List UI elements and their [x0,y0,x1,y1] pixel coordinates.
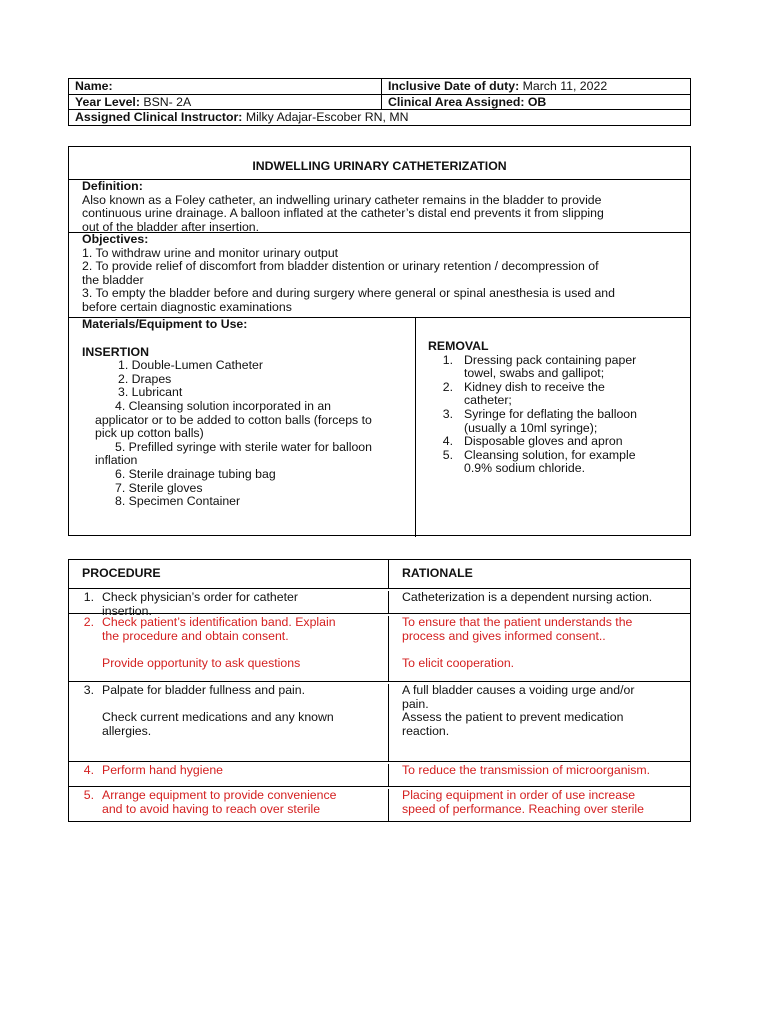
insertion-item: 1. Double-Lumen Catheter [118,358,263,373]
procedure-step-line: and to avoid having to reach over sterile [102,801,321,816]
procedure-row [69,589,690,618]
date-cell [382,79,690,94]
removal-item-line: catheter; [464,393,512,408]
procedure-cell [69,684,389,761]
year-value: BSN- 2A [139,94,192,109]
rationale-cell [389,616,690,681]
procedure-step-line: Check physician’s order for catheter [102,590,298,604]
procedure-step [69,616,388,643]
insertion-item: 3. Lubricant [118,385,183,400]
objective-line: 1. To withdraw urine and monitor urinary output [82,245,339,260]
insertion-item: applicator or to be added to cotton balls (forceps to [95,412,372,427]
objectives-section [69,233,690,318]
insertion-column [69,318,416,537]
procedure-step [69,698,388,712]
procedure-cell [69,789,389,821]
objective-line: 3. To empty the bladder before and during surgery where general or spinal anesthesia is used and [82,286,615,301]
procedure-row [69,614,690,682]
procedure-step-line: Check current medications and any known [102,710,334,725]
procedure-header: PROCEDURE [69,560,389,588]
instructor-label: Assigned Clinical Instructor: [75,110,243,124]
insertion-item: 8. Specimen Container [115,494,241,509]
rationale-line: A full bladder causes a voiding urge and/or [402,683,635,697]
procedure-row [69,787,690,821]
insertion-item: 5. Prefilled syringe with sterile water for balloon [115,439,372,454]
removal-item-number: 4. [442,434,453,449]
procedure-step-number: 3. [83,683,94,697]
procedure-step-line: insertion. [102,603,152,618]
removal-item-text [464,435,690,449]
rationale-cell [389,789,690,821]
procedure-rows [69,589,690,821]
procedure-step [69,684,388,698]
student-info-table [68,78,691,126]
definition-line: out of the bladder after insertion. [82,219,260,234]
procedure-step-number [69,711,102,738]
removal-list [428,354,690,476]
removal-item-line: Cleansing solution, for example [464,447,636,462]
rationale-header: RATIONALE [402,566,473,580]
year-cell [69,95,382,110]
area-label: Clinical Area Assigned: OB [388,94,547,109]
materials-label: Materials/Equipment to Use: [82,317,248,331]
insertion-item: 2. Drapes [118,371,172,386]
procedure-step-text [102,616,388,643]
rationale-line [402,643,690,657]
definition-label: Definition: [82,179,143,193]
procedure-step-number [69,643,102,657]
definition-line: Also known as a Foley catheter, an indwelling urinary catheter remains in the bladder to provide [82,192,602,207]
procedure-step [69,711,388,738]
rationale-line: reaction. [402,723,450,738]
procedure-table [68,559,691,822]
objectives-label: Objectives: [82,232,149,246]
rationale-line: Placing equipment in order of use increase [402,788,636,802]
removal-item-number: 1. [442,352,453,367]
procedure-step-line: Arrange equipment to provide convenience [102,788,337,802]
procedure-cell [69,764,389,786]
procedure-cell [69,616,389,681]
definition-line: continuous urine drainage. A balloon inflated at the catheter’s distal end prevents it from slipping [82,206,604,221]
procedure-step-number: 2. [83,615,94,629]
procedure-step-text [102,684,388,698]
year-label: Year Level: [75,94,140,109]
procedure-step-line: Palpate for bladder fullness and pain. [102,683,306,697]
procedure-step-line [102,698,388,712]
procedure-step-line: allergies. [102,723,152,738]
removal-column [416,318,690,537]
rationale-cell [389,591,690,613]
objective-line: 2. To provide relief of discomfort from bladder distention or urinary retention / decompression of [82,259,599,274]
definition-section [69,179,690,233]
rationale-line: pain. [402,696,429,711]
page-title: INDWELLING URINARY CATHETERIZATION [252,159,507,173]
name-cell [69,79,382,94]
rationale-line: Assess the patient to prevent medication [402,710,624,725]
info-row-name [69,79,690,95]
procedure-step-line: the procedure and obtain consent. [102,628,289,643]
removal-item [428,435,690,449]
rationale-line: process and gives informed consent.. [402,628,606,643]
procedure-step-line [102,643,388,657]
insertion-item: 4. Cleansing solution incorporated in an [115,398,332,413]
procedure-step [69,789,388,816]
removal-item [428,449,690,476]
objective-line: before certain diagnostic examinations [82,299,292,314]
procedure-header-row [69,560,690,589]
rationale-line: To reduce the transmission of microorganism. [402,763,651,777]
insertion-label: INSERTION [82,344,149,359]
rationale-line: speed of performance. Reaching over sterile [402,801,644,816]
procedure-step [69,643,388,657]
instructor-value: Milky Adajar-Escober RN, MN [242,110,409,124]
removal-label: REMOVAL [428,339,489,353]
removal-item-text [464,408,690,435]
insertion-item: 6. Sterile drainage tubing bag [115,466,276,481]
procedure-step-text [102,711,388,738]
procedure-step-text [102,643,388,657]
procedure-step-text [102,764,388,778]
procedure-step-number [69,698,102,712]
procedure-step-number: 1. [83,590,94,604]
insertion-item: pick up cotton balls) [95,426,204,441]
removal-item-line: Disposable gloves and apron [464,434,623,449]
procedure-step [69,657,388,671]
procedure-step-text [102,657,388,671]
removal-item-number: 2. [442,379,453,394]
removal-item-line: towel, swabs and gallipot; [464,366,605,381]
rationale-line: Catheterization is a dependent nursing action. [402,590,653,604]
rationale-cell [389,764,690,786]
removal-item-line: 0.9% sodium chloride. [464,461,585,476]
removal-item-text [464,381,690,408]
procedure-step-number [69,657,102,671]
insertion-item: 7. Sterile gloves [115,480,203,495]
removal-item-number: 5. [442,447,453,462]
procedure-step-text [102,698,388,712]
insertion-list [82,359,415,509]
procedure-step [69,764,388,778]
catheterization-table [68,146,691,536]
removal-item [428,408,690,435]
removal-item-text [464,449,690,476]
procedure-row [69,682,690,762]
procedure-step-line: Perform hand hygiene [102,763,223,777]
materials-section [69,318,690,537]
info-row-instructor [69,110,690,125]
objective-line: the bladder [82,272,144,287]
removal-item-line: Syringe for deflating the balloon [464,406,637,421]
procedure-step-text [102,789,388,816]
procedure-step-line: Provide opportunity to ask questions [102,655,301,670]
procedure-step-number: 4. [83,763,94,777]
procedure-step-line: Check patient’s identification band. Explain [102,615,336,629]
removal-item [428,381,690,408]
rationale-line: To ensure that the patient understands the [402,615,633,629]
removal-item-text [464,354,690,381]
info-row-year [69,95,690,111]
objectives-text [82,247,690,315]
area-cell [382,95,690,110]
procedure-step-number: 5. [83,788,94,802]
removal-item [428,354,690,381]
date-value: March 11, 2022 [519,79,608,93]
title-row [69,147,690,179]
rationale-cell [389,684,690,761]
rationale-line: To elicit cooperation. [402,655,515,670]
removal-item-line: Dressing pack containing paper [464,352,637,367]
definition-text [82,194,690,235]
removal-item-line: Kidney dish to receive the [464,379,605,394]
instructor-cell [69,110,690,125]
procedure-cell [69,590,389,618]
removal-item-number: 3. [442,406,453,421]
date-label: Inclusive Date of duty: [388,79,520,93]
removal-item-line: (usually a 10ml syringe); [464,420,598,435]
procedure-row [69,762,690,787]
name-label: Name: [75,79,113,93]
insertion-item: inflation [95,453,138,468]
